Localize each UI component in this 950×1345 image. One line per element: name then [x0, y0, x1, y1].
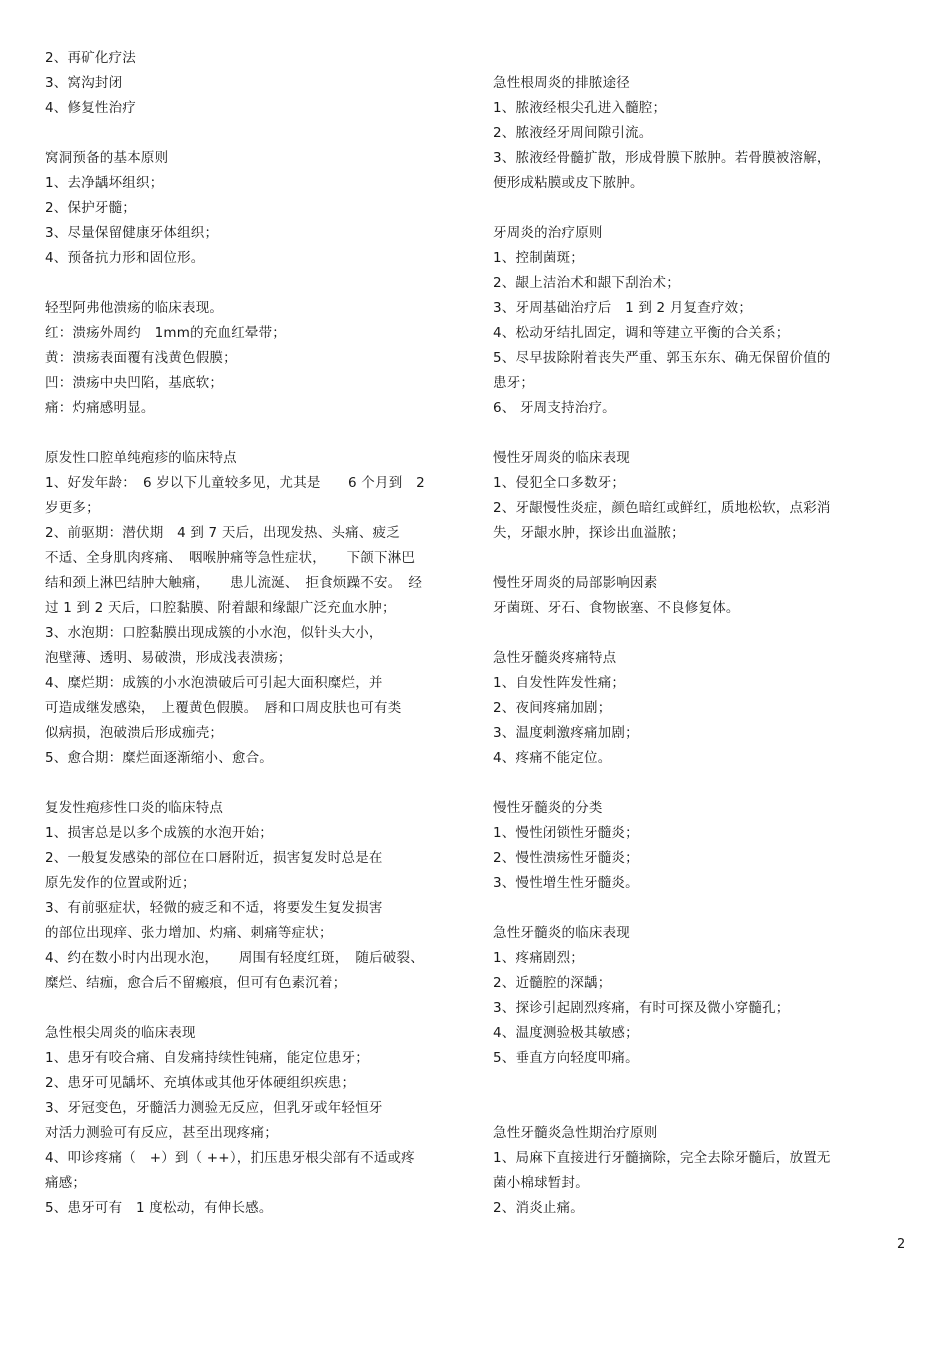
list-item: 便形成粘膜或皮下脓肿。	[493, 175, 644, 191]
list-item: 1、自发性阵发性痛；	[493, 675, 626, 691]
list-item: 红：溃疡外周约 1mm的充血红晕带；	[45, 325, 286, 341]
list-item: 患牙；	[493, 375, 535, 391]
list-item: 4、预备抗力形和固位形。	[45, 250, 205, 266]
list-item: 3、慢性增生性牙髓炎。	[493, 875, 639, 891]
list-item: 菌小棉球暂封。	[493, 1175, 589, 1191]
section-title: 窝洞预备的基本原则	[45, 150, 169, 166]
list-item: 3、温度刺激疼痛加剧；	[493, 725, 639, 741]
list-item: 1、疼痛剧烈；	[493, 950, 584, 966]
section-title: 慢性牙髓炎的分类	[493, 800, 603, 816]
section-primary-herpes	[45, 446, 465, 771]
list-item: 4、糜烂期：成簇的小水泡溃破后可引起大面积糜烂，并	[45, 675, 383, 691]
section-title: 急性根尖周炎的临床表现	[45, 1025, 196, 1041]
section-periodontitis-treatment	[493, 221, 868, 421]
list-item: 3、牙冠变色，牙髓活力测验无反应，但乳牙或年轻恒牙	[45, 1100, 383, 1116]
section-title: 急性牙髓炎急性期治疗原则	[493, 1125, 658, 1141]
list-item: 1、好发年龄： 6 岁以下儿童较多见，尤其是 6 个月到 2	[45, 475, 425, 491]
list-item: 2、龈上洁治术和龈下刮治术；	[493, 275, 680, 291]
list-item: 对活力测验可有反应，甚至出现疼痛；	[45, 1125, 278, 1141]
list-item: 1、脓液经根尖孔进入髓腔；	[493, 100, 667, 116]
list-item: 3、牙周基础治疗后 1 到 2 月复查疗效；	[493, 300, 753, 316]
list-item: 糜烂、结痂，愈合后不留瘢痕，但可有色素沉着；	[45, 975, 347, 991]
section-title: 牙周炎的治疗原则	[493, 225, 603, 241]
list-item: 3、窝沟封闭	[45, 75, 123, 91]
list-item: 1、侵犯全口多数牙；	[493, 475, 626, 491]
list-item: 泡壁薄、透明、易破溃，形成浅表溃疡；	[45, 650, 292, 666]
list-item: 2、再矿化疗法	[45, 50, 136, 66]
list-item: 过 1 到 2 天后，口腔黏膜、附着龈和缘龈广泛充血水肿；	[45, 600, 396, 616]
list-item: 5、垂直方向轻度叩痛。	[493, 1050, 639, 1066]
section-acute-pulpitis-pain	[493, 646, 868, 771]
list-item: 原先发作的位置或附近；	[45, 875, 196, 891]
list-item: 1、去净龋坏组织；	[45, 175, 164, 191]
section-title: 慢性牙周炎的局部影响因素	[493, 575, 658, 591]
list-item: 1、局麻下直接进行牙髓摘除，完全去除牙髓后，放置无	[493, 1150, 831, 1166]
list-item: 3、探诊引起剧烈疼痛，有时可探及微小穿髓孔；	[493, 1000, 790, 1016]
section-chronic-pulpitis-types	[493, 796, 868, 896]
list-item: 1、患牙有咬合痛、自发痛持续性钝痛，能定位患牙；	[45, 1050, 369, 1066]
section-acute-pulpitis-treatment	[493, 1121, 868, 1221]
list-item: 失，牙龈水肿，探诊出血溢脓；	[493, 525, 685, 541]
section-title: 急性牙髓炎疼痛特点	[493, 650, 617, 666]
section-local-factors	[493, 571, 868, 621]
list-item: 3、脓液经骨髓扩散，形成骨膜下脓肿。若骨膜被溶解，	[493, 150, 831, 166]
list-item: 4、温度测验极其敏感；	[493, 1025, 639, 1041]
section-recurrent-herpes	[45, 796, 465, 996]
left-column	[45, 46, 465, 1221]
list-item: 可造成继发感染， 上覆黄色假膜。 唇和口周皮肤也可有类	[45, 700, 402, 716]
list-item: 2、前驱期：潜伏期 4 到 7 天后，出现发热、头痛、疲乏	[45, 525, 400, 541]
list-item: 4、松动牙结扎固定，调和等建立平衡的合关系；	[493, 325, 790, 341]
list-item: 牙菌斑、牙石、食物嵌塞、不良修复体。	[493, 600, 740, 616]
list-item: 1、慢性闭锁性牙髓炎；	[493, 825, 639, 841]
list-item: 黄：溃疡表面覆有浅黄色假膜；	[45, 350, 237, 366]
section-title: 急性牙髓炎的临床表现	[493, 925, 630, 941]
list-item: 2、近髓腔的深龋；	[493, 975, 612, 991]
list-item: 5、患牙可有 1 度松动，有伸长感。	[45, 1200, 273, 1216]
list-item: 2、脓液经牙周间隙引流。	[493, 125, 653, 141]
list-item: 不适、全身肌肉疼痛、 咽喉肿痛等急性症状， 下颌下淋巴	[45, 550, 416, 566]
list-item: 1、损害总是以多个成簇的水泡开始；	[45, 825, 273, 841]
section-title: 慢性牙周炎的临床表现	[493, 450, 630, 466]
section-acute-pulpitis-clinical	[493, 921, 868, 1071]
list-item: 3、有前驱症状，轻微的疲乏和不适，将要发生复发损害	[45, 900, 383, 916]
list-item: 4、疼痛不能定位。	[493, 750, 612, 766]
list-item: 2、保护牙髓；	[45, 200, 136, 216]
list-item: 岁更多；	[45, 500, 100, 516]
list-item: 4、约在数小时内出现水泡， 周围有轻度红斑， 随后破裂、	[45, 950, 424, 966]
list-item: 凹：溃疡中央凹陷，基底软；	[45, 375, 224, 391]
list-item: 似病损，泡破溃后形成痂壳；	[45, 725, 224, 741]
section-pus-drainage	[493, 71, 868, 196]
section-chronic-periodontitis	[493, 446, 868, 546]
list-item: 2、慢性溃疡性牙髓炎；	[493, 850, 639, 866]
list-item: 4、叩诊疼痛（ +）到（ ++），扪压患牙根尖部有不适或疼	[45, 1150, 415, 1166]
section-title: 原发性口腔单纯疱疹的临床特点	[45, 450, 237, 466]
list-item: 结和颈上淋巴结肿大触痛， 患儿流涎、 拒食烦躁不安。 经	[45, 575, 423, 591]
page-number: 2	[897, 1237, 906, 1252]
list-item: 5、愈合期：糜烂面逐渐缩小、愈合。	[45, 750, 273, 766]
section-title: 急性根周炎的排脓途径	[493, 75, 630, 91]
list-item: 4、修复性治疗	[45, 100, 136, 116]
section-title: 复发性疱疹性口炎的临床特点	[45, 800, 224, 816]
right-column	[493, 46, 868, 1221]
list-item: 痛：灼痛感明显。	[45, 400, 155, 416]
list-item: 5、尽早拔除附着丧失严重、郭玉东东、确无保留价值的	[493, 350, 831, 366]
list-item: 2、夜间疼痛加剧；	[493, 700, 612, 716]
list-item: 3、水泡期：口腔黏膜出现成簇的小水泡，似针头大小，	[45, 625, 383, 641]
list-item: 3、尽量保留健康牙体组织；	[45, 225, 219, 241]
section-remineralization-list	[45, 46, 465, 121]
list-item: 1、控制菌斑；	[493, 250, 584, 266]
list-item: 6、 牙周支持治疗。	[493, 400, 616, 416]
section-title: 轻型阿弗他溃疡的临床表现。	[45, 300, 224, 316]
list-item: 的部位出现痒、张力增加、灼痛、刺痛等症状；	[45, 925, 333, 941]
list-item: 2、患牙可见龋坏、充填体或其他牙体硬组织疾患；	[45, 1075, 356, 1091]
section-acute-apical-periodontitis	[45, 1021, 465, 1221]
list-item: 2、消炎止痛。	[493, 1200, 584, 1216]
list-item: 痛感；	[45, 1175, 87, 1191]
section-aphthous-ulcer	[45, 296, 465, 421]
list-item: 2、牙龈慢性炎症，颜色暗红或鲜红，质地松软，点彩消	[493, 500, 831, 516]
list-item: 2、一般复发感染的部位在口唇附近，损害复发时总是在	[45, 850, 383, 866]
section-cavity-preparation	[45, 146, 465, 271]
